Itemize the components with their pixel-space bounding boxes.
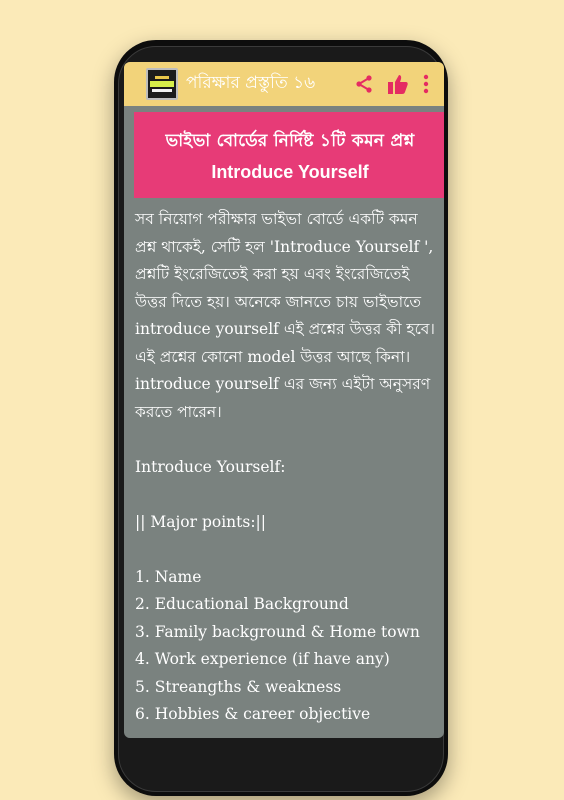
major-points-heading: || Major points:|| [135,512,267,531]
thumbs-up-icon[interactable] [384,62,412,106]
list-item: 4. Work experience (if have any) [135,650,390,668]
banner-title-english: Introduce Yourself [211,161,369,182]
list-item: 5. Streangths & weakness [135,677,342,696]
share-icon[interactable] [350,62,378,106]
intro-paragraph: সব নিয়োগ পরীক্ষার ভাইভা বোর্ডে একটি কমন প্রশ্ন থাকেই, সেটি হল 'Introduce Yourself ', প্রশ্নটি ইংরেজিতেই করা হয় এবং ইংরেজিতেই উত্তর দিতে হয়। অনেকে জানতে চায় ভাইভাতে introduce yourself এই প্রশ্নের উত্তর কী হবে। এই প্রশ্নের কোনো model উত্তর আছে কিনা। introduce yourself এর জন্য এইটা অনুসরণ করতে পারেন। [135,210,435,421]
app-screen [124,62,444,738]
app-title: পরিক্ষার প্রস্তুতি ১৬ [186,73,316,93]
banner-title-bangla: ভাইভা বোর্ডের নির্দিষ্ট ১টি কমন প্রশ্ন [165,130,415,151]
list-item: 2. Educational Background [135,595,349,613]
app-logo[interactable] [146,68,178,100]
title-banner [134,112,444,198]
section-heading: Introduce Yourself: [135,457,286,476]
list-item: 3. Family background & Home town [135,622,420,641]
list-item: 6. Hobbies & career objective [135,705,371,723]
list-item: 1. Name [135,567,202,586]
article-content [135,206,435,729]
app-bar [124,62,444,106]
more-vert-icon[interactable] [412,62,440,106]
